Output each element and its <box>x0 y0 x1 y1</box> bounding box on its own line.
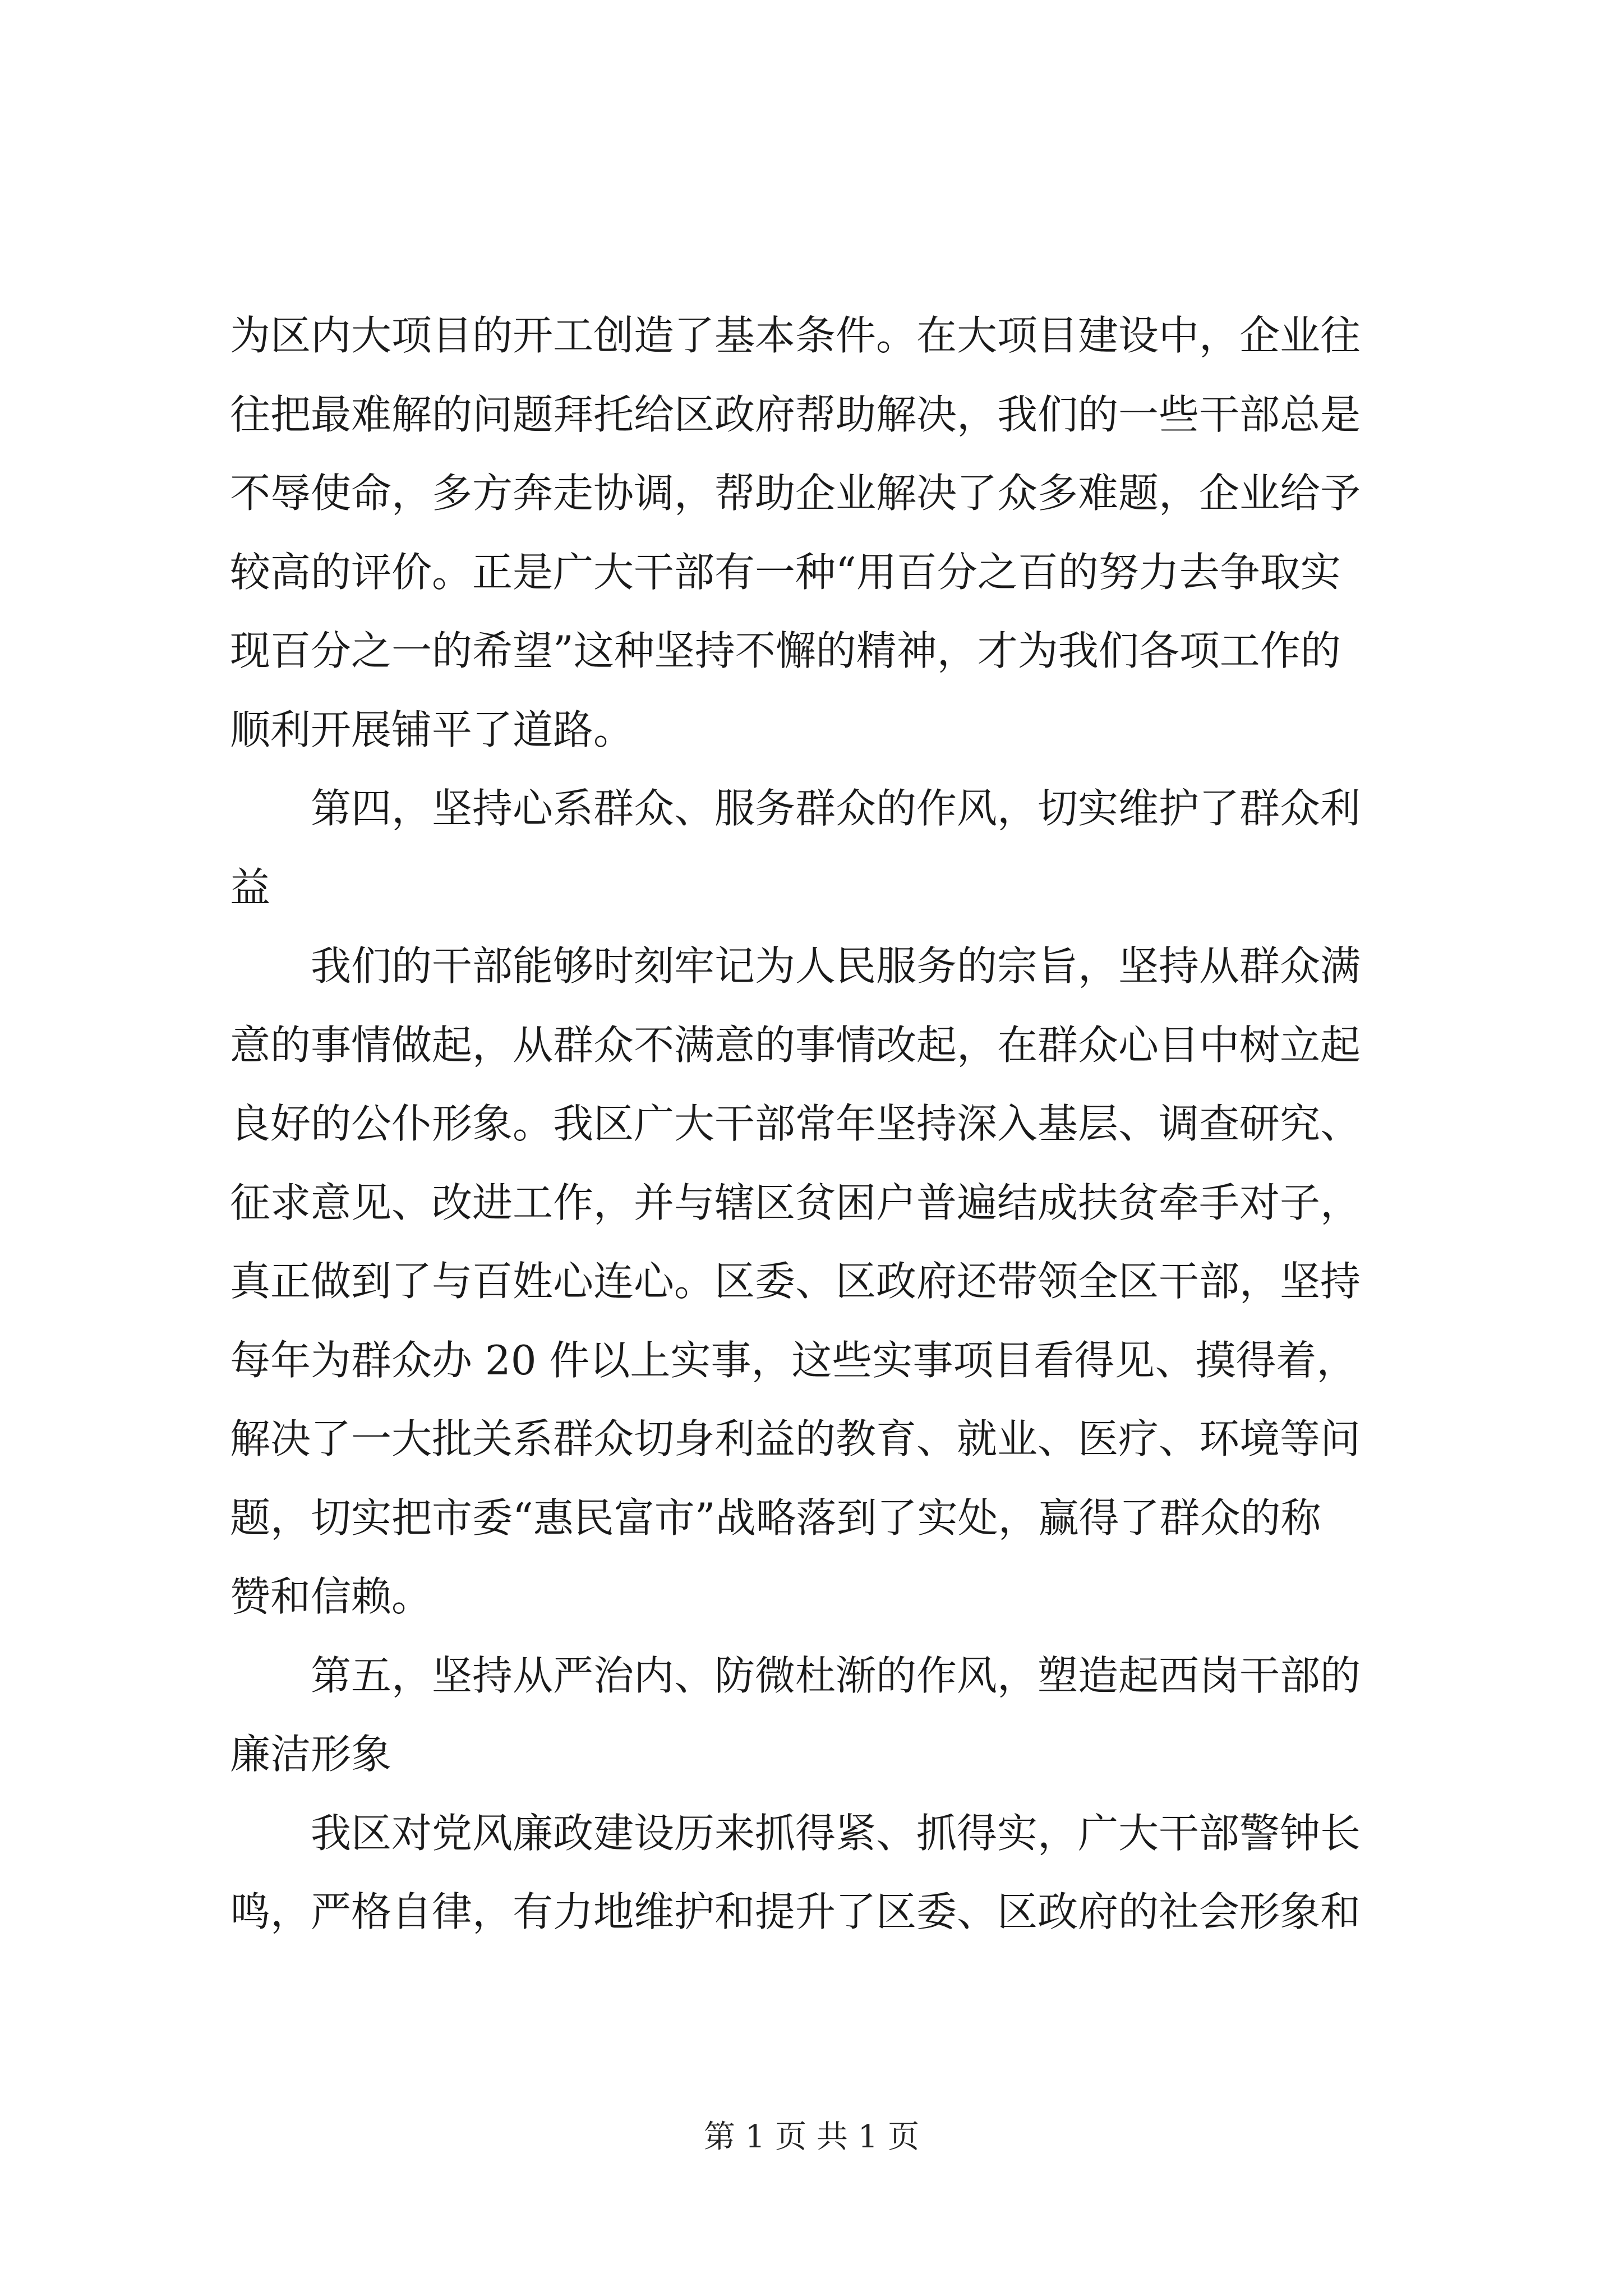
document-body <box>230 296 1408 1952</box>
text-line: 良好的公仆形象。我区广大干部常年坚持深入基层、调查研究、 <box>230 1100 1361 1147</box>
text-line: 赞和信赖。 <box>230 1573 432 1620</box>
paragraph-1 <box>230 296 1408 769</box>
text-line: 我区对党风廉政建设历来抓得紧、抓得实，广大干部警钟长 <box>311 1809 1361 1857</box>
paragraph-3 <box>230 927 1408 1636</box>
text-line: 鸣，严格自律，有力地维护和提升了区委、区政府的社会形象和 <box>230 1888 1361 1935</box>
text-line: 征求意见、改进工作，并与辖区贫困户普遍结成扶贫牵手对子， <box>230 1179 1361 1226</box>
heading-line: 益 <box>230 863 271 911</box>
text-line: 每年为群众办 20 件以上实事，这些实事项目看得见、摸得着， <box>230 1336 1357 1384</box>
paragraph-5 <box>230 1794 1408 1952</box>
text-line: 题，切实把市委“惠民富市”战略落到了实处，赢得了群众的称 <box>230 1494 1321 1542</box>
section-heading-4 <box>230 769 1408 927</box>
text-line: 较高的评价。正是广大干部有一种“用百分之百的努力去争取实 <box>230 548 1341 596</box>
heading-line: 第四，坚持心系群众、服务群众的作风，切实维护了群众利 <box>311 785 1361 832</box>
text-line: 现百分之一的希望”这种坚持不懈的精神，才为我们各项工作的 <box>230 627 1341 674</box>
text-line: 为区内大项目的开工创造了基本条件。在大项目建设中，企业往 <box>230 312 1361 359</box>
text-line: 解决了一大批关系群众切身利益的教育、就业、医疗、环境等问 <box>230 1415 1361 1462</box>
text-line: 往把最难解的问题拜托给区政府帮助解决，我们的一些干部总是 <box>230 390 1361 438</box>
text-line: 真正做到了与百姓心连心。区委、区政府还带领全区干部，坚持 <box>230 1258 1361 1305</box>
text-line: 我们的干部能够时刻牢记为人民服务的宗旨，坚持从群众满 <box>311 942 1361 990</box>
page-footer: 第 1 页 共 1 页 <box>703 2119 920 2155</box>
heading-line: 廉洁形象 <box>230 1731 392 1778</box>
heading-line: 第五，坚持从严治内、防微杜渐的作风，塑造起西岗干部的 <box>311 1651 1361 1699</box>
section-heading-5 <box>230 1636 1408 1794</box>
text-line: 不辱使命，多方奔走协调，帮助企业解决了众多难题，企业给予 <box>230 470 1361 517</box>
text-line: 顺利开展铺平了道路。 <box>230 706 634 753</box>
text-line: 意的事情做起，从群众不满意的事情改起，在群众心目中树立起 <box>230 1021 1361 1069</box>
